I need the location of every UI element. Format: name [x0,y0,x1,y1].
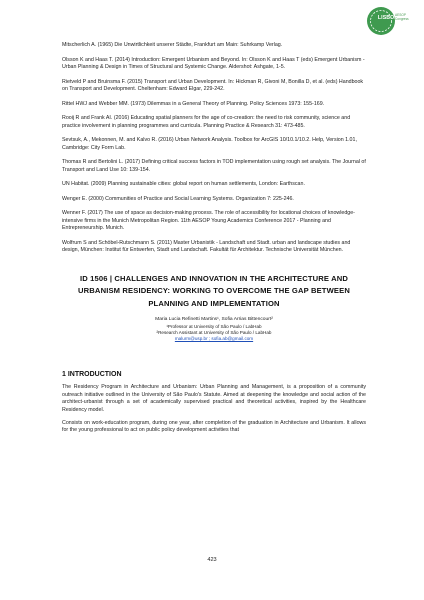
affiliation-1: ¹Professor at University of São Paulo / LabHab [166,323,262,329]
paper-title: ID 1506 | CHALLENGES AND INNOVATION IN THE ARCHITECTURE AND URBANISM RESIDENCY: WORKING TO OVERCOME THE GAP BETWEEN PLANNING AND IMPLEMENTATION [78,273,350,308]
page-number: 423 [207,557,217,563]
reference-item: Sevtsuk, A., Mekonnen, M. and Kalvo R. (2016) Urban Network Analysis. Toolbox for ArcGIS 10/10.1/10.2. Help, Version 1.01, Cambridge: City Form Lab. [62,137,357,151]
reference-item: Wolfrum S and Schöbel-Rutschmann S. (2011) Master Urbanistik - Landschaft und Stadt. urban and landscape studies and design, München: Institut für Entwerfen, Stadt und Landschaft. Fakultät für Architektur. Technische Universität München. [62,239,351,254]
author-emails[interactable]: malurm@usp.br ; sofia.ab@gmail.com [174,336,254,342]
reference-item: Thomas R and Bertolini L. (2017) Defining critical success factors in TOD implementation using rough set analysis. The Journal of Transport and Land Use 10: 139-154. [62,159,366,173]
reference-item: Rooij R and Frank AI. (2016) Educating spatial planners for the age of co-creation: the need to risk community, science and practice involvement in planning programmes and curricula. Planning Practice & Research 31: 473-485. [62,115,351,129]
logo-subtitle: AESOP Congress [395,13,409,21]
reference-item: UN Habitat. (2009) Planning sustainable cities: global report on human settlements, London: Earthscan. [62,181,305,188]
page-content [62,42,366,440]
conference-logo [366,6,414,36]
logo-name: LISBON [377,15,399,21]
body-paragraph: Consists on work-education program, during one year, after completion of the graduation in Architecture and Urbanism. It allows for the young professional to act on public policy development activities that [62,420,366,434]
reference-item: Rittel HWJ and Webber MM. (1973) Dilemmas in a General Theory of Planning. Policy Sciences 1973: 155-169. [62,100,325,107]
paper-authors: Maria Lucia Refinetti Martins¹, Sofia Arrias Bittencourt² [155,317,273,323]
reference-item: Olsson K and Haas T. (2014) Introduction: Emergent Urbanism and Beyond. In: Olsson K and Haas T (eds) Emergent Urbanism - Urban Planning & Design in Times of Structural and Systemic Change. Aldershot: Ashgate, 1-5. [62,56,365,70]
logo-mark-icon [366,6,396,36]
section-heading: 1 INTRODUCTION [62,371,122,379]
affiliation-2: ²Research Assistant at University of São Paulo / LabHab [156,329,272,335]
reference-item: Rietveld P and Bruinsma F. (2015) Transport and Urban Development. In: Hickman R, Givoni M, Bonilla D, et al. (eds) Handbook on Transport and Development. Cheltenham: Edward Elgar, 229-242. [62,78,364,92]
reference-item: Wenner F. (2017) The use of space as decision-making process. The role of accessibility for locational choices of knowledge-intensive firms in the Munich Metropolitan Region. 11th AESOP Young Academics Conference 2017 - Planning and Entrepreneurship. Munich. [62,210,355,232]
reference-item: Mitscherlich A. (1965) Die Unwirtlichkeit unserer Städte, Frankfurt am Main: Suhrkamp Verlag. [62,42,283,48]
reference-list [62,42,366,255]
body-paragraph: The Residency Program in Architecture and Urbanism: Urban Planning and Management, is a proposition of a community outreach initiative outlined in the University of São Paulo's Statute. Aimed at deepening the knowledge and social action of the architect-urbanist through a set of academically supervised practical and theoretical activities, inspired by the Healthcare Residency model. [62,384,366,413]
reference-item: Wenger E. (2000) Communities of Practice and Social Learning Systems. Organization 7: 225-246. [62,195,294,202]
